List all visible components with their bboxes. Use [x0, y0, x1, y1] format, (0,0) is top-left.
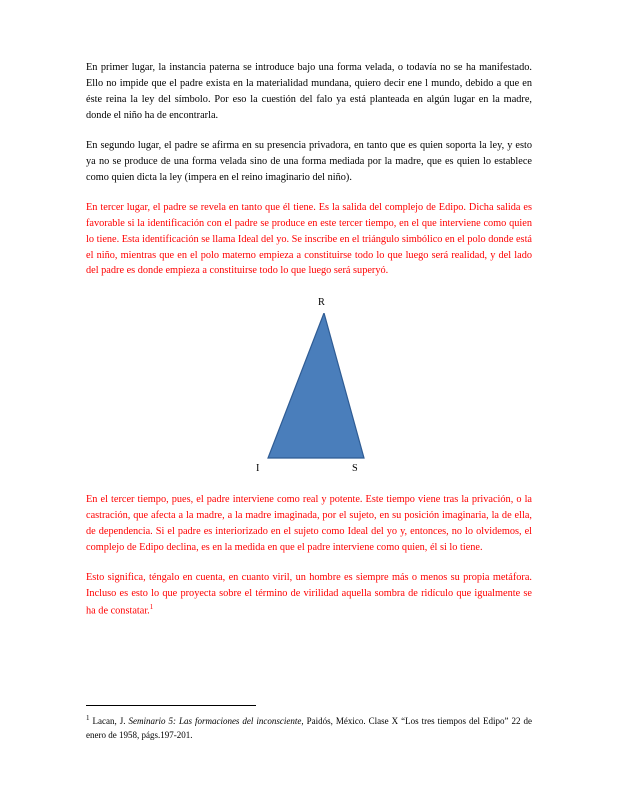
footnote-title: Seminario 5: Las formaciones del inconsciente: [128, 716, 302, 726]
footnote-1: [86, 713, 532, 742]
paragraph-1: En primer lugar, la instancia paterna se introduce bajo una forma velada, o todavía no se ha manifestado. Ello no impide que el padre exista en la materialidad mundana, quiero decir ene l mundo, debido a que en éste reina la ley del símbolo. Por eso la cuestión del falo ya está planteada en algún lugar en la madre, donde el niño ha de encontrarla.: [86, 62, 532, 121]
footnote-reference-marker: 1: [149, 603, 154, 612]
paragraph-5: [86, 570, 532, 619]
footnote-rest: , Paidós, México. Clase X “Los tres tiempos del Edipo” 22 de enero de 1958, págs.197-201.: [86, 716, 533, 740]
vertex-label-i: I: [256, 463, 260, 475]
figure-symbolic-triangle: [86, 297, 532, 482]
paragraph-5-text: Esto significa, téngalo en cuenta, en cuanto viril, un hombre es siempre más o menos su propia metáfora. Incluso es esto lo que proyecta sobre el término de virilidad aquella sombra de ridículo que igualmente se ha de constatar.: [86, 572, 532, 617]
paragraph-3: En tercer lugar, el padre se revela en tanto que él tiene. Es la salida del complejo de Edipo. Dicha salida es favorable si la identificación con el padre se produce en este tercer tiempo, en el que interviene como quien lo tiene. Esta identificación se llama Ideal del yo. Se inscribe en el triángulo simbólico en el polo donde está el niño, mientras que en el polo materno empieza a constituirse todo lo que luego será realidad, y del lado del padre es donde empieza a constituirse todo lo que luego será superyó.: [86, 201, 532, 277]
footnote-marker: 1: [86, 714, 90, 722]
vertex-label-r: R: [318, 297, 325, 309]
triangle-shape: [234, 313, 384, 463]
footnote-separator: [86, 705, 256, 706]
paragraph-4: En el tercer tiempo, pues, el padre interviene como real y potente. Este tiempo viene tras la privación, o la castración, que afecta a la madre, a la madre imaginada, por el sujeto, en su posición imaginaria, la de ella, de dependencia. Si el padre es interiorizado en el sujeto como Ideal del yo y, entonces, no lo olvidemos, el complejo de Edipo declina, es en la medida en que el padre interviene como quien, él si lo tiene.: [86, 494, 532, 554]
paragraph-2: En segundo lugar, el padre se afirma en su presencia privadora, en tanto que es quien soporta la ley, y esto ya no se produce de una forma velada sino de una forma mediada por la madre, que es quien lo establece como quien dicta la ley (impera en el reino imaginario del niño).: [86, 139, 532, 183]
vertex-label-s: S: [352, 463, 358, 475]
footnote-author: Lacan, J.: [92, 716, 129, 726]
footnote-area: [86, 705, 532, 742]
